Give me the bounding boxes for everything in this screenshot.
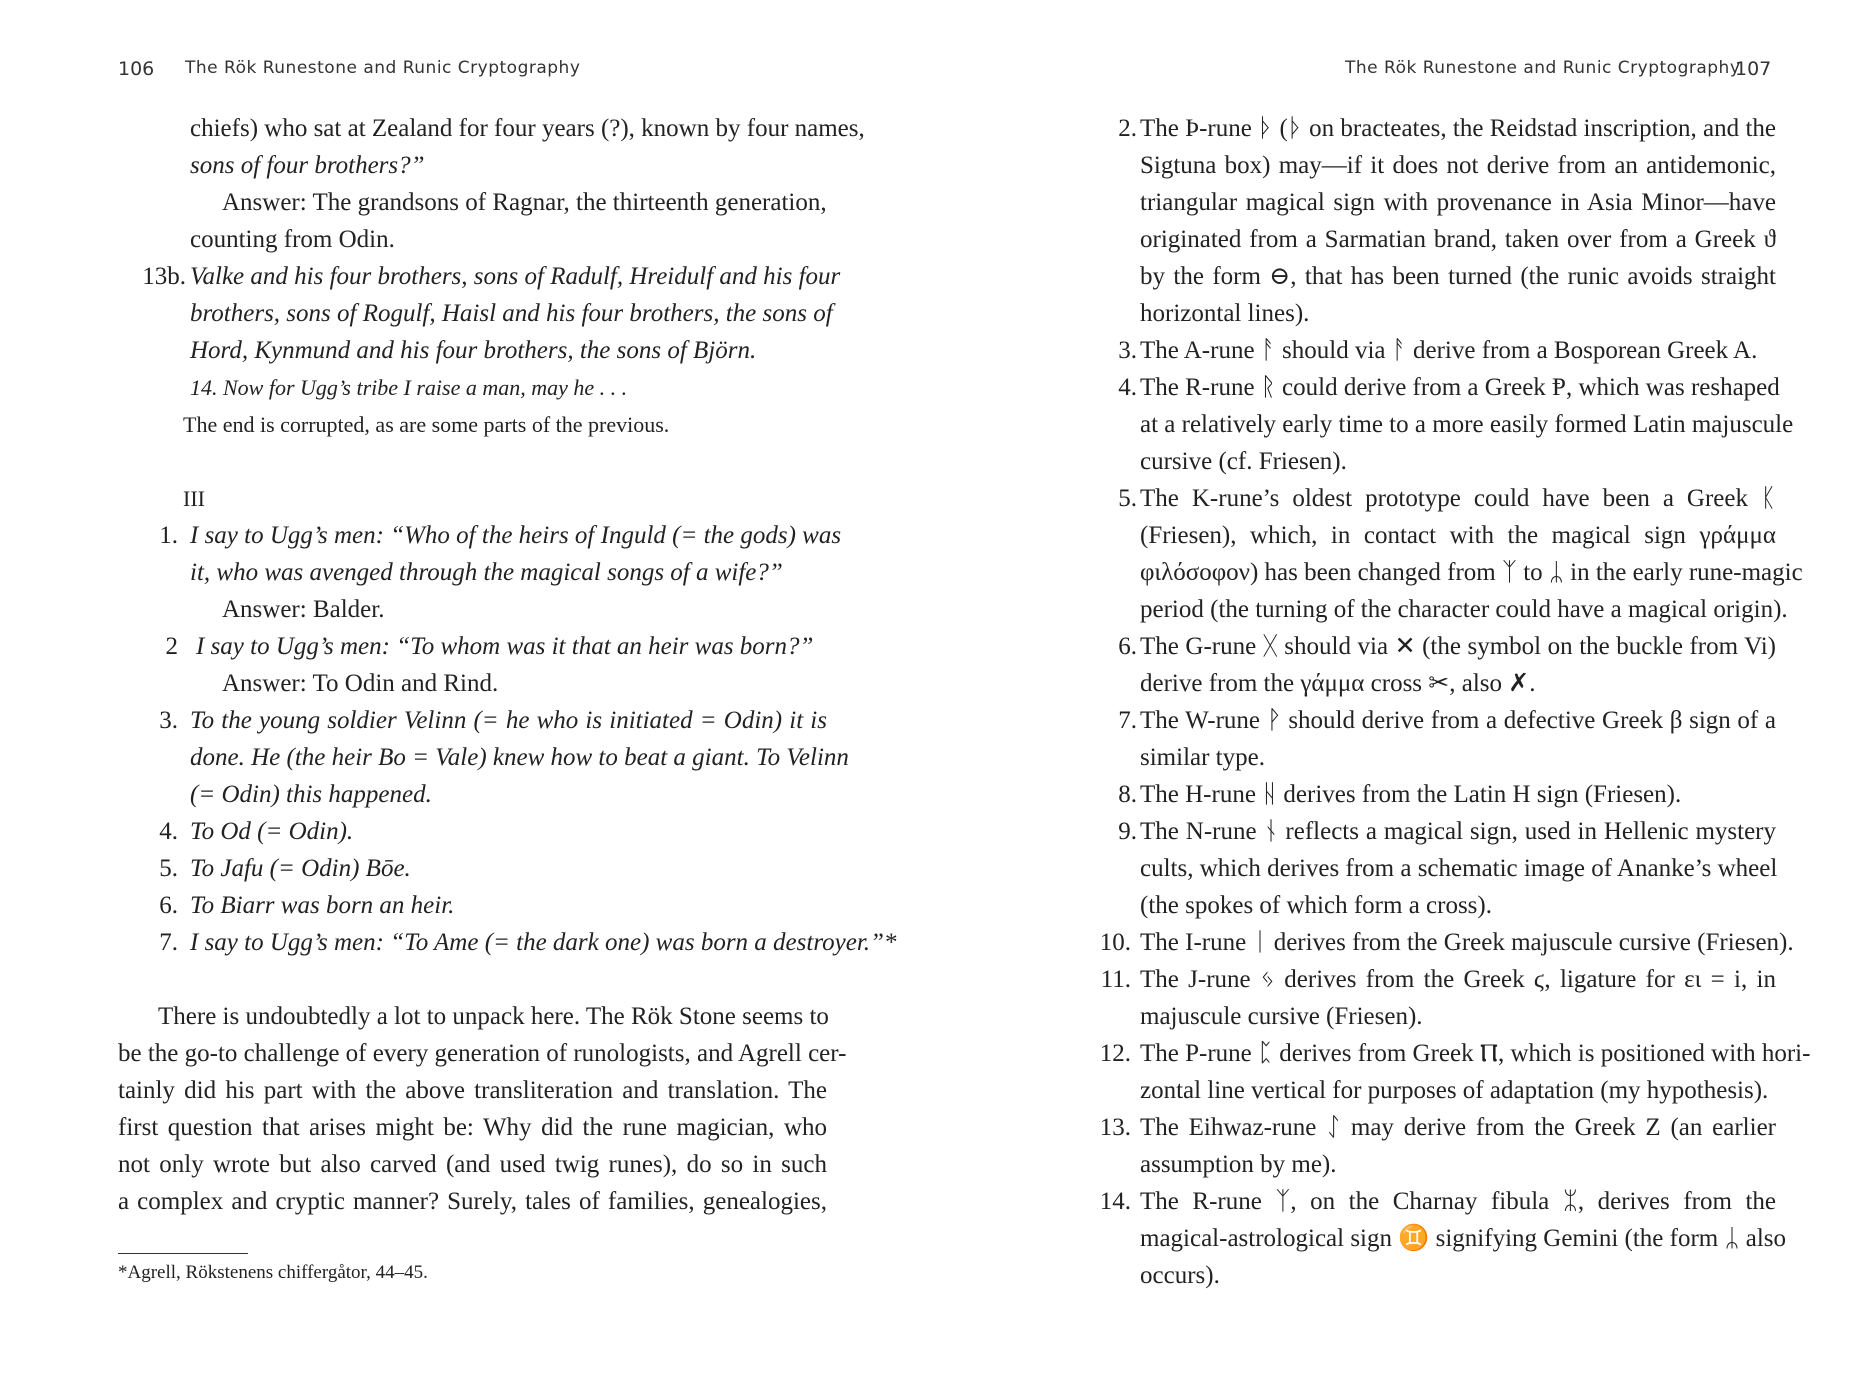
page-number: 107: [1735, 58, 1772, 80]
list-item-line: triangular magical sign with provenance in Asia Minor—have: [1140, 189, 1776, 216]
verse-line: To Od (= Odin).: [190, 818, 354, 845]
paragraph-line: first question that arises might be: Why did the rune magician, who: [118, 1114, 827, 1141]
item-number: 1.: [159, 522, 178, 549]
list-item-line: The Eihwaz-rune ᛇ may derive from the Greek Z (an earlier: [1140, 1114, 1776, 1141]
section-heading: III: [183, 486, 205, 511]
item-number: 6.: [1118, 633, 1137, 660]
running-head: The Rök Runestone and Runic Cryptography: [185, 58, 581, 78]
list-item-line: originated from a Sarmatian brand, taken over from a Greek ϑ: [1140, 226, 1776, 253]
list-item-line: The Þ-rune ᚦ (ᚦ on bracteates, the Reidstad inscription, and the: [1140, 115, 1776, 142]
list-item-line: The R-rune ᛉ, on the Charnay fibula ᛯ, derives from the: [1140, 1188, 1776, 1215]
paragraph-line: There is undoubtedly a lot to unpack here. The Rök Stone seems to: [158, 1003, 829, 1030]
verse-line: Hord, Kynmund and his four brothers, the sons of Björn.: [190, 337, 757, 364]
list-item-line: cursive (cf. Friesen).: [1140, 448, 1347, 475]
page-number: 106: [118, 58, 155, 80]
verse-line: To Jafu (= Odin) Bōe.: [190, 855, 411, 882]
item-number: 3.: [1118, 337, 1137, 364]
list-item-line: magical-astrological sign ♊ signifying Gemini (the form ᛦ also: [1140, 1225, 1786, 1252]
list-item-line: φιλόσοφον) has been changed from ᛉ to ᛦ in the early rune-magic: [1140, 559, 1803, 586]
list-item-line: (Friesen), which, in contact with the magical sign γράμμα: [1140, 522, 1776, 549]
verse-line: (= Odin) this happened.: [190, 781, 432, 808]
right-page: [933, 0, 1866, 1400]
list-item-line: The I-rune ᛁ derives from the Greek majuscule cursive (Friesen).: [1140, 929, 1794, 956]
list-item-line: The H-rune ᚺ derives from the Latin H sign (Friesen).: [1140, 781, 1682, 808]
item-number: 9.: [1118, 818, 1137, 845]
item-number: 8.: [1118, 781, 1137, 808]
item-number: 2: [165, 633, 178, 660]
verse-line: sons of four brothers?”: [190, 152, 425, 179]
list-item-line: The P-rune ᛈ derives from Greek Ⲡ, which is positioned with hori-: [1140, 1040, 1811, 1067]
list-item-line: at a relatively early time to a more easily formed Latin majuscule: [1140, 411, 1794, 438]
paragraph-line: a complex and cryptic manner? Surely, tales of families, genealogies,: [118, 1188, 827, 1215]
item-number: 3.: [159, 707, 178, 734]
item-number: 10.: [1099, 929, 1131, 956]
verse-line: chiefs) who sat at Zealand for four years (?), known by four names,: [190, 115, 865, 142]
verse-line: Valke and his four brothers, sons of Radulf, Hreidulf and his four: [190, 263, 841, 290]
verse-line: I say to Ugg’s men: “To whom was it that an heir was born?”: [196, 633, 814, 660]
verse-line: 14. Now for Ugg’s tribe I raise a man, may he . . .: [190, 375, 628, 400]
verse-line: To the young soldier Velinn (= he who is initiated = Odin) it is: [190, 707, 827, 734]
item-number: 2.: [1118, 115, 1137, 142]
item-number: 7.: [159, 929, 178, 956]
list-item-line: period (the turning of the character could have a magical origin).: [1140, 596, 1788, 623]
list-item-line: horizontal lines).: [1140, 300, 1310, 327]
verse-line: To Biarr was born an heir.: [190, 892, 455, 919]
verse-line: brothers, sons of Rogulf, Haisl and his four brothers, the sons of: [190, 300, 833, 327]
list-item-line: by the form ⊖, that has been turned (the runic avoids straight: [1140, 263, 1776, 290]
item-number: 13.: [1099, 1114, 1131, 1141]
verse-line: done. He (the heir Bo = Vale) knew how to beat a giant. To Velinn: [190, 744, 849, 771]
note-line: The end is corrupted, as are some parts of the previous.: [183, 412, 670, 437]
verse-line: Answer: Balder.: [222, 596, 385, 623]
list-item-line: derive from the γάμμα cross ✂, also ✗.: [1140, 670, 1536, 697]
item-number: 14.: [1099, 1188, 1131, 1215]
list-item-line: Sigtuna box) may—if it does not derive from an antidemonic,: [1140, 152, 1776, 179]
list-item-line: The K-rune’s oldest prototype could have been a Greek ᛕ: [1140, 485, 1776, 512]
list-item-line: The J-rune ᛃ derives from the Greek ϛ, ligature for ει = i, in: [1140, 966, 1776, 993]
list-item-line: cults, which derives from a schematic image of Ananke’s wheel: [1140, 855, 1778, 882]
verse-line: I say to Ugg’s men: “To Ame (= the dark one) was born a destroyer.”*: [190, 929, 897, 956]
paragraph-line: not only wrote but also carved (and used twig runes), do so in such: [118, 1151, 827, 1178]
item-number: 5.: [159, 855, 178, 882]
footnote-rule: [118, 1253, 248, 1254]
list-item-line: majuscule cursive (Friesen).: [1140, 1003, 1423, 1030]
running-head: The Rök Runestone and Runic Cryptography: [1345, 58, 1741, 78]
paragraph-line: be the go-to challenge of every generation of runologists, and Agrell cer-: [118, 1040, 847, 1067]
paragraph-line: tainly did his part with the above transliteration and translation. The: [118, 1077, 827, 1104]
list-item-line: The A-rune ᚨ should via ᚨ derive from a Bosporean Greek A.: [1140, 337, 1758, 364]
item-number: 4.: [1118, 374, 1137, 401]
item-number: 13b.: [142, 263, 186, 290]
list-item-line: assumption by me).: [1140, 1151, 1337, 1178]
verse-line: counting from Odin.: [190, 226, 395, 253]
verse-line: Answer: To Odin and Rind.: [222, 670, 499, 697]
verse-line: it, who was avenged through the magical songs of a wife?”: [190, 559, 783, 586]
item-number: 11.: [1100, 966, 1131, 993]
item-number: 7.: [1118, 707, 1137, 734]
item-number: 5.: [1118, 485, 1137, 512]
list-item-line: The G-rune ᚷ should via ✕ (the symbol on the buckle from Vi): [1140, 633, 1776, 660]
list-item-line: zontal line vertical for purposes of adaptation (my hypothesis).: [1140, 1077, 1769, 1104]
footnote: *Agrell, Rökstenens chiffergåtor, 44–45.: [118, 1262, 428, 1283]
item-number: 6.: [159, 892, 178, 919]
list-item-line: occurs).: [1140, 1262, 1220, 1289]
item-number: 12.: [1099, 1040, 1131, 1067]
list-item-line: The W-rune ᚹ should derive from a defective Greek β sign of a: [1140, 707, 1776, 734]
verse-line: I say to Ugg’s men: “Who of the heirs of Inguld (= the gods) was: [190, 522, 842, 549]
item-number: 4.: [159, 818, 178, 845]
list-item-line: The N-rune ᚾ reflects a magical sign, used in Hellenic mystery: [1140, 818, 1776, 845]
list-item-line: similar type.: [1140, 744, 1265, 771]
list-item-line: (the spokes of which form a cross).: [1140, 892, 1492, 919]
list-item-line: The R-rune ᚱ could derive from a Greek Ᵽ, which was reshaped: [1140, 374, 1780, 401]
verse-line: Answer: The grandsons of Ragnar, the thirteenth generation,: [222, 189, 827, 216]
